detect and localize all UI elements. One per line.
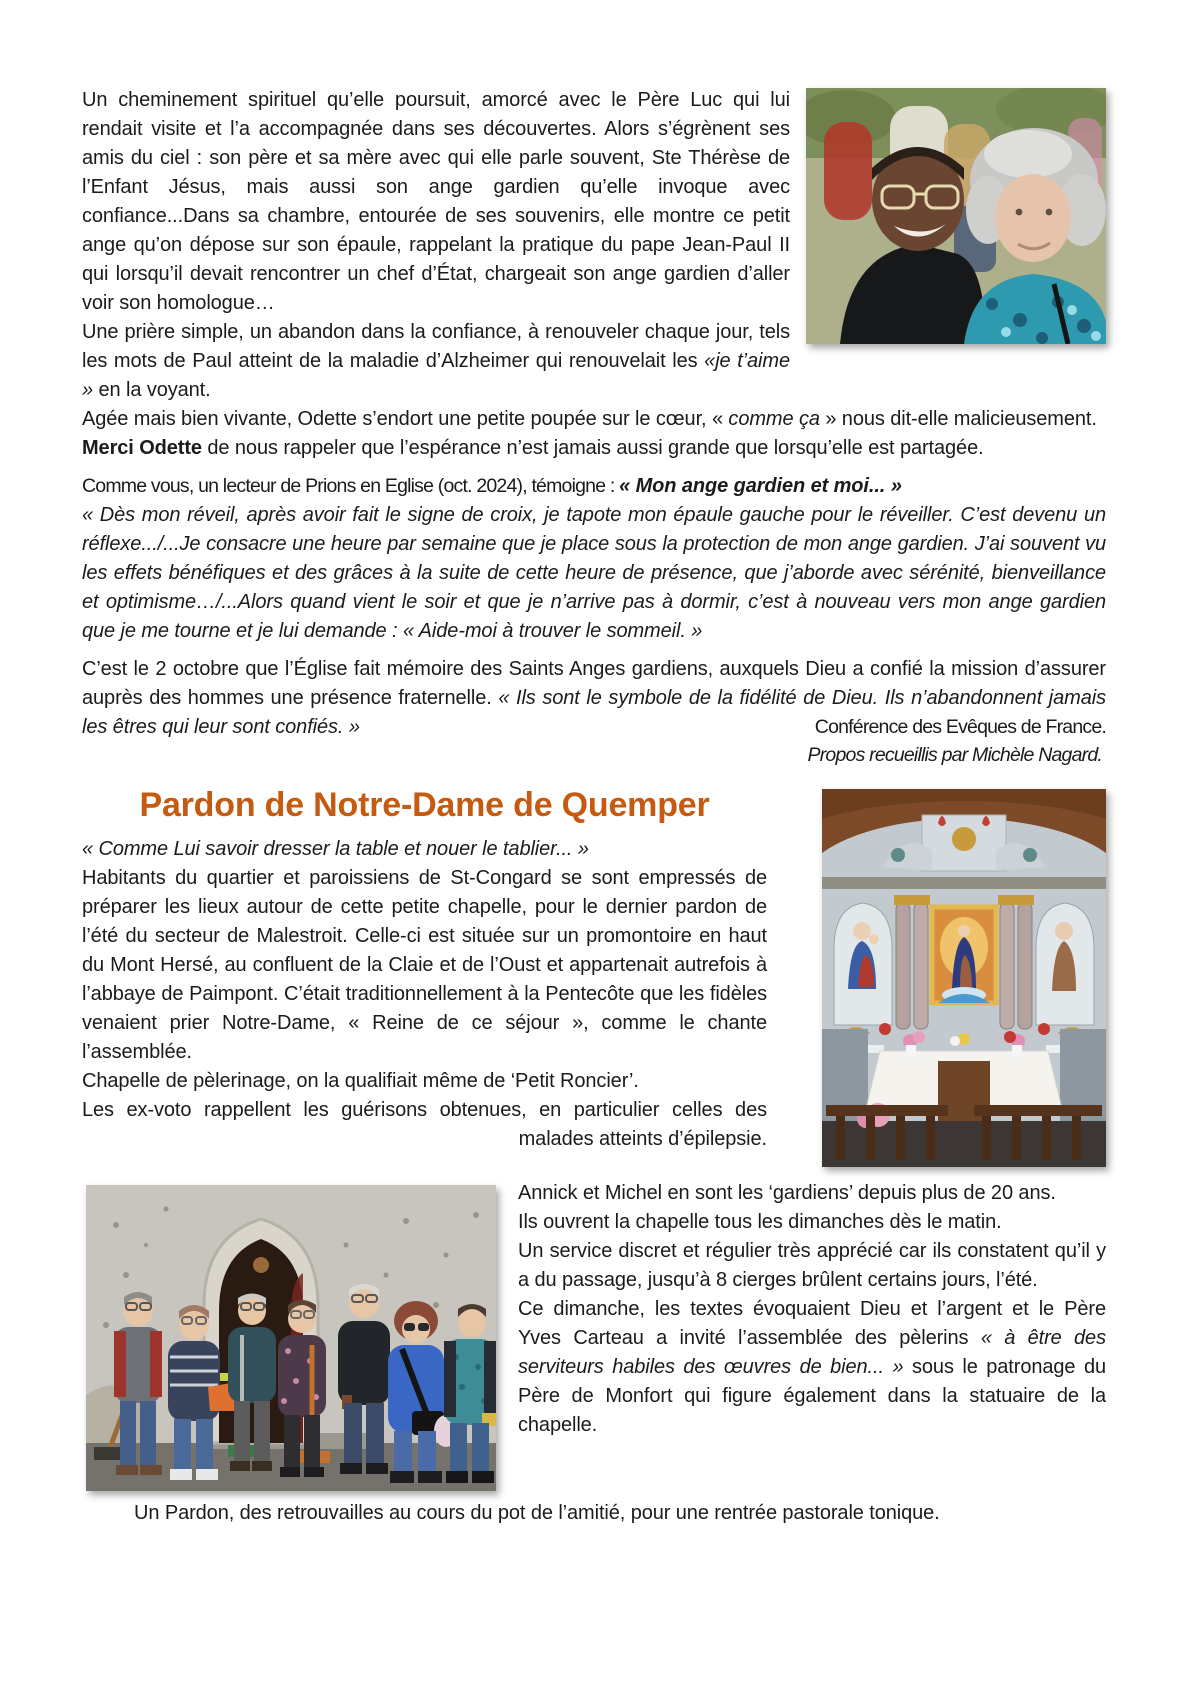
text-segment: malades atteints d’épilepsie. [518, 1128, 767, 1150]
paragraph-2-octobre [82, 655, 1106, 742]
text-segment: Comme vous, un lecteur de Prions en Eglise (oct. 2024), témoigne : [82, 475, 620, 497]
article-pardon-quemper [82, 785, 1106, 1154]
attribution-author: Propos recueillis par Michèle Nagard. [807, 744, 1102, 766]
photo-volunteers-group [86, 1185, 496, 1491]
text-segment: C’est le 2 octobre que l’Église fait mémoire des Saints Anges gardiens, auxquels Dieu a confié la mission d’assurer auprès des hommes une présence fraternelle. [82, 658, 1106, 709]
quote-mon-ange-gardien: « Mon ange gardien et moi... » [619, 475, 902, 497]
quote-serviteurs-habiles: « à être des serviteurs habiles des œuvres de bien... » [518, 1327, 1106, 1378]
text-segment: Un Pardon, des retrouvailles au cours du pot de l’amitié, pour une rentrée pastorale tonique. [134, 1502, 940, 1524]
text-segment: sous le patronage du Père de Monfort qui figure également dans la statuaire de la chapelle. [518, 1356, 1107, 1436]
text-segment: Habitants du quartier et paroissiens de St-Congard se sont empressés de préparer les lieux autour de cette petite chapelle, pour le dernier pardon de l’été du secteur de Malestroit. Celle-ci est située sur un promontoire en haut du Mont Hersé, au confluent de la Claie et de l’Oust et appartenait autrefois à l’abbaye de Paimpont. C’était traditionnellement à la Pentecôte que les fidèles venaient prier Notre-Dame, « Reine de ce séjour », comme le chante l’assemblée. [82, 867, 767, 1063]
photo-chapel-altar-illustration [822, 789, 1106, 1167]
closing-line [134, 1499, 1106, 1528]
quote-je-taime: «je t’aime » [82, 350, 790, 401]
text-segment: « Dès mon réveil, après avoir fait le signe de croix, je tapote mon épaule gauche pour le réveiller. C’est devenu un réflexe.../...Je consacre une heure par semaine que je place sous la protection de mon ange gardien. J’ai souvent vu les effets bénéfiques et des grâces à la suite de cette heure de présence, que j’aborde avec sérénité, bienveillance et optimisme…/...Alors quand vient le soir et que je n’arrive pas à dormir, c’est à nouveau vers mon ange gardien que je me tourne et je lui demande : « Aide-moi à trouver le sommeil. » [82, 504, 1106, 642]
text-segment: de nous rappeler que l’espérance n’est jamais aussi grande que lorsqu’elle est partagée. [201, 437, 984, 459]
photo-odette-and-priest-illustration [806, 88, 1106, 344]
text-segment: » nous dit-elle malicieusement. [819, 408, 1097, 430]
photo-volunteers-group-illustration [86, 1185, 496, 1491]
paragraph-temoignage [82, 501, 1106, 646]
photo-odette-and-priest [806, 88, 1106, 344]
text-segment: Chapelle de pèlerinage, on la qualifiait même de ‘Petit Roncier’. [82, 1070, 639, 1092]
text-segment: Agée mais bien vivante, Odette s’endort une petite poupée sur le cœur, « [82, 408, 729, 430]
text-segment: Un service discret et régulier très apprécié car ils constatent qu’il y a du passage, jusqu’à 8 cierges brûlent certains jours, l’été. [518, 1240, 1106, 1291]
quote-fidelite-de-dieu: « Ils sont le symbole de la fidélité de Dieu. Ils n’abandonnent jamais les êtres qui leur sont confiés. » [82, 687, 1106, 738]
text-segment: Ils ouvrent la chapelle tous les dimanches dès le matin. [518, 1211, 1002, 1233]
text-segment: « Comme Lui savoir dresser la table et nouer le tablier... » [82, 838, 589, 860]
text-segment: Ce dimanche, les textes évoquaient Dieu et l’argent et le Père Yves Carteau a invité l’assemblée des pèlerins [518, 1298, 1106, 1349]
section-gardiens [82, 1175, 1106, 1440]
paragraph-agee-vivante [82, 405, 1106, 434]
text-segment: en la voyant. [93, 379, 211, 401]
paragraph-merci-odette [82, 434, 1106, 463]
text-segment: Un cheminement spirituel qu’elle poursuit, amorcé avec le Père Luc qui lui rendait visite et l’a accompagnée dans ses découvertes. Alors s’égrènent ses amis du ciel : son père et sa mère avec qui elle parle souvent, Ste Thérèse de l’Enfant Jésus, mais aussi son ange gardien qu’elle invoque avec confiance...Dans sa chambre, entourée de ses souvenirs, elle montre ce petit ange qu’on dépose sur son épaule, rappelant la pratique du pape Jean-Paul II qui lorsqu’il devait rencontrer un chef d’État, chargeait son ange gardien d’aller voir son homologue… [82, 89, 790, 314]
section-title-pardon: Pardon de Notre-Dame de Quemper [139, 786, 710, 824]
merci-odette-bold: Merci Odette [82, 437, 202, 459]
quote-comme-ca: comme ça [728, 408, 820, 430]
paragraph-temoignage-intro [82, 472, 1106, 501]
text-segment: Annick et Michel en sont les ‘gardiens’ depuis plus de 20 ans. [518, 1182, 1056, 1204]
attribution-source: Conférence des Evêques de France. [814, 716, 1106, 738]
article-ange-gardien [82, 86, 1106, 769]
text-segment: Les ex-voto rappellent les guérisons obtenues, en particulier celles des [82, 1099, 767, 1121]
page-content [82, 86, 1106, 1528]
photo-chapel-altar [822, 789, 1106, 1167]
text-segment: Une prière simple, un abandon dans la confiance, à renouveler chaque jour, tels les mots de Paul atteint de la maladie d’Alzheimer qui renouvelait les [82, 321, 790, 372]
